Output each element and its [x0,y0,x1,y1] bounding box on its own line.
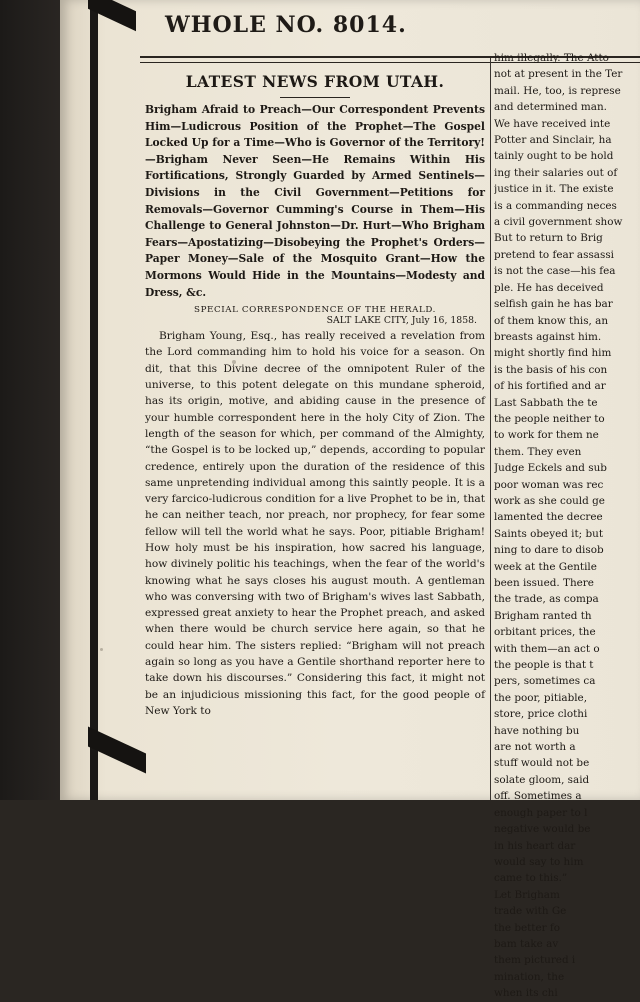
right-column-line: with them—an act o [494,642,600,655]
right-column-line: ing their salaries out of [494,166,618,179]
right-column-line: to work for them ne [494,429,599,442]
right-column-line: is a commanding neces [494,199,617,212]
right-column-line: Let Brigham [494,888,560,901]
right-column-line: selfish gain he has bar [494,298,613,311]
issue-number-masthead: WHOLE NO. 8014. [165,12,407,38]
right-column-line: of them know this, an [494,314,609,327]
right-column-line: in his heart dar [494,839,576,852]
right-column-line: are not worth a [494,741,576,754]
right-column-line: breasts against him. [494,330,602,343]
right-column-line: week at the Gentile [494,560,597,573]
right-column-line: and determined man. [494,101,607,114]
right-column-line: is the basis of his con [494,363,608,376]
binding-strip [90,0,98,800]
right-column-line: Saints obeyed it; but [494,527,603,540]
right-column-line: off. Sometimes a [494,790,582,803]
right-column-line: solate gloom, said [494,773,590,786]
right-column-line: came to this.” [494,872,568,885]
right-column-line: We have received inte [494,117,611,130]
right-column-line: have nothing bu [494,724,580,737]
right-column-line: trade with Ge [494,905,567,918]
right-column-line: the people is that t [494,659,594,672]
article-column [145,72,485,719]
column-divider [490,58,491,800]
article-headline: LATEST NEWS FROM UTAH. [185,72,445,91]
right-column-line: him illegally. The Atto [494,52,609,64]
right-column-line: Brigham ranted th [494,609,592,622]
right-column-line: is not the case—his fea [494,265,616,278]
right-column-line: ning to dare to disob [494,544,604,557]
right-column-line: lamented the decree [494,511,603,524]
article-deck: Brigham Afraid to Preach—Our Correspondent Prevents Him—Ludicrous Position of the Prophet—The Gospel Locked Up for a Time—Who is Governor of the Territory!—Brigham Never Seen—He Remains Within His Fortifications, Strongly Guarded by Armed Sentinels—Divisions in the Civil Government—Petitions for Removals—Governor Cumming's Course in Them—His Challenge to General Johnston—Dr. Hurt—Who Brigham Fears—Apostatizing—Disobeying the Prophet's Orders—Paper Money—Sale of the Mosquito Grant—How the Mormons Would Hide in the Mountains—Modesty and Dress, &c. [145,103,485,299]
right-column-line: tainly ought to be hold [494,150,614,163]
right-column-line: the poor, pitiable, [494,691,588,704]
right-column-line: justice in it. The existe [494,183,614,196]
right-column-line: negative would be [494,823,591,836]
right-column-line: might shortly find him [494,347,612,360]
right-column-line: Judge Eckels and sub [494,462,607,475]
right-column-line: them. They even [494,445,582,458]
right-column-line: Potter and Sinclair, ha [494,134,612,147]
right-column-line: pretend to fear assassi [494,248,614,261]
right-column-line: not at present in the Ter [494,68,623,81]
right-column-line: the better fo [494,921,560,934]
right-column-line: Last Sabbath the te [494,396,598,409]
right-column-line: when its chi [494,987,558,1000]
right-column-line: a civil government show [494,216,623,229]
right-column-line: work as she could ge [494,494,605,507]
right-column-line: the trade, as compa [494,593,599,606]
right-column-line: pers, sometimes ca [494,675,596,688]
adjacent-article-column [494,50,640,1002]
article-body: Brigham Young, Esq., has really received a revelation from the Lord commanding him to hold his voice for a season. On dit, that this Divine decree of the omnipotent Ruler of the universe, to this potent delegate on this mundane spheroid, has its origin, motive, and abiding cause in the presence of your humble correspondent here in the holy City of Zion. The length of the season for which, per command of the Almighty, “the Gospel is to be locked up,” depends, according to popular credence, entirely upon the duration of the residence of this same unpretending individual among this saintly people. It is a very farcico-ludicrous condition for a live Prophet to be in, that he can neither teach, nor preach, nor prophecy, for fear some fellow will tell the world what he says. Poor, pitiable Brigham! How holy must be his inspiration, how sacred his language, how divinely politic his teachings, when the fear of the world's knowing what he says closes his august mouth. A gentleman who was conversing with two of Brigham's wives last Sabbath, expressed great anxiety to hear the Prophet preach, and asked when there would be church service here again, so that he could hear him. The sisters replied: “Brigham will not preach again so long as you have a Gentile shorthand reporter here to take down his discourses.” Considering this fact, it might not be an injudicious missioning this fact, for the good people of New York to [145,330,485,717]
right-column-line: store, price clothi [494,708,588,721]
right-column-line: of his fortified and ar [494,380,606,393]
right-column-line: poor woman was rec [494,478,604,491]
right-column-line: would say to him [494,855,584,868]
paper-spot [232,360,236,364]
headline-rule [280,97,350,98]
article-dateline: SALT LAKE CITY, July 16, 1858. [326,315,477,327]
paper-spot [100,648,103,651]
right-column-line: ple. He has deceived [494,281,604,294]
right-column-line: enough paper to l [494,806,588,819]
right-column-line: orbitant prices, the [494,626,596,639]
right-column-line: stuff would not be [494,757,590,770]
right-column-line: them pictured i [494,954,576,967]
right-column-line: mination, the [494,970,565,983]
right-column-line: the people neither to [494,412,605,425]
article-byline: SPECIAL CORRESPONDENCE OF THE HERALD. [194,305,436,316]
right-column-line: bam take av [494,937,559,950]
right-column-line: been issued. There [494,577,594,589]
right-column-line: But to return to Brig [494,232,603,245]
right-column-line: mail. He, too, is represe [494,84,621,97]
